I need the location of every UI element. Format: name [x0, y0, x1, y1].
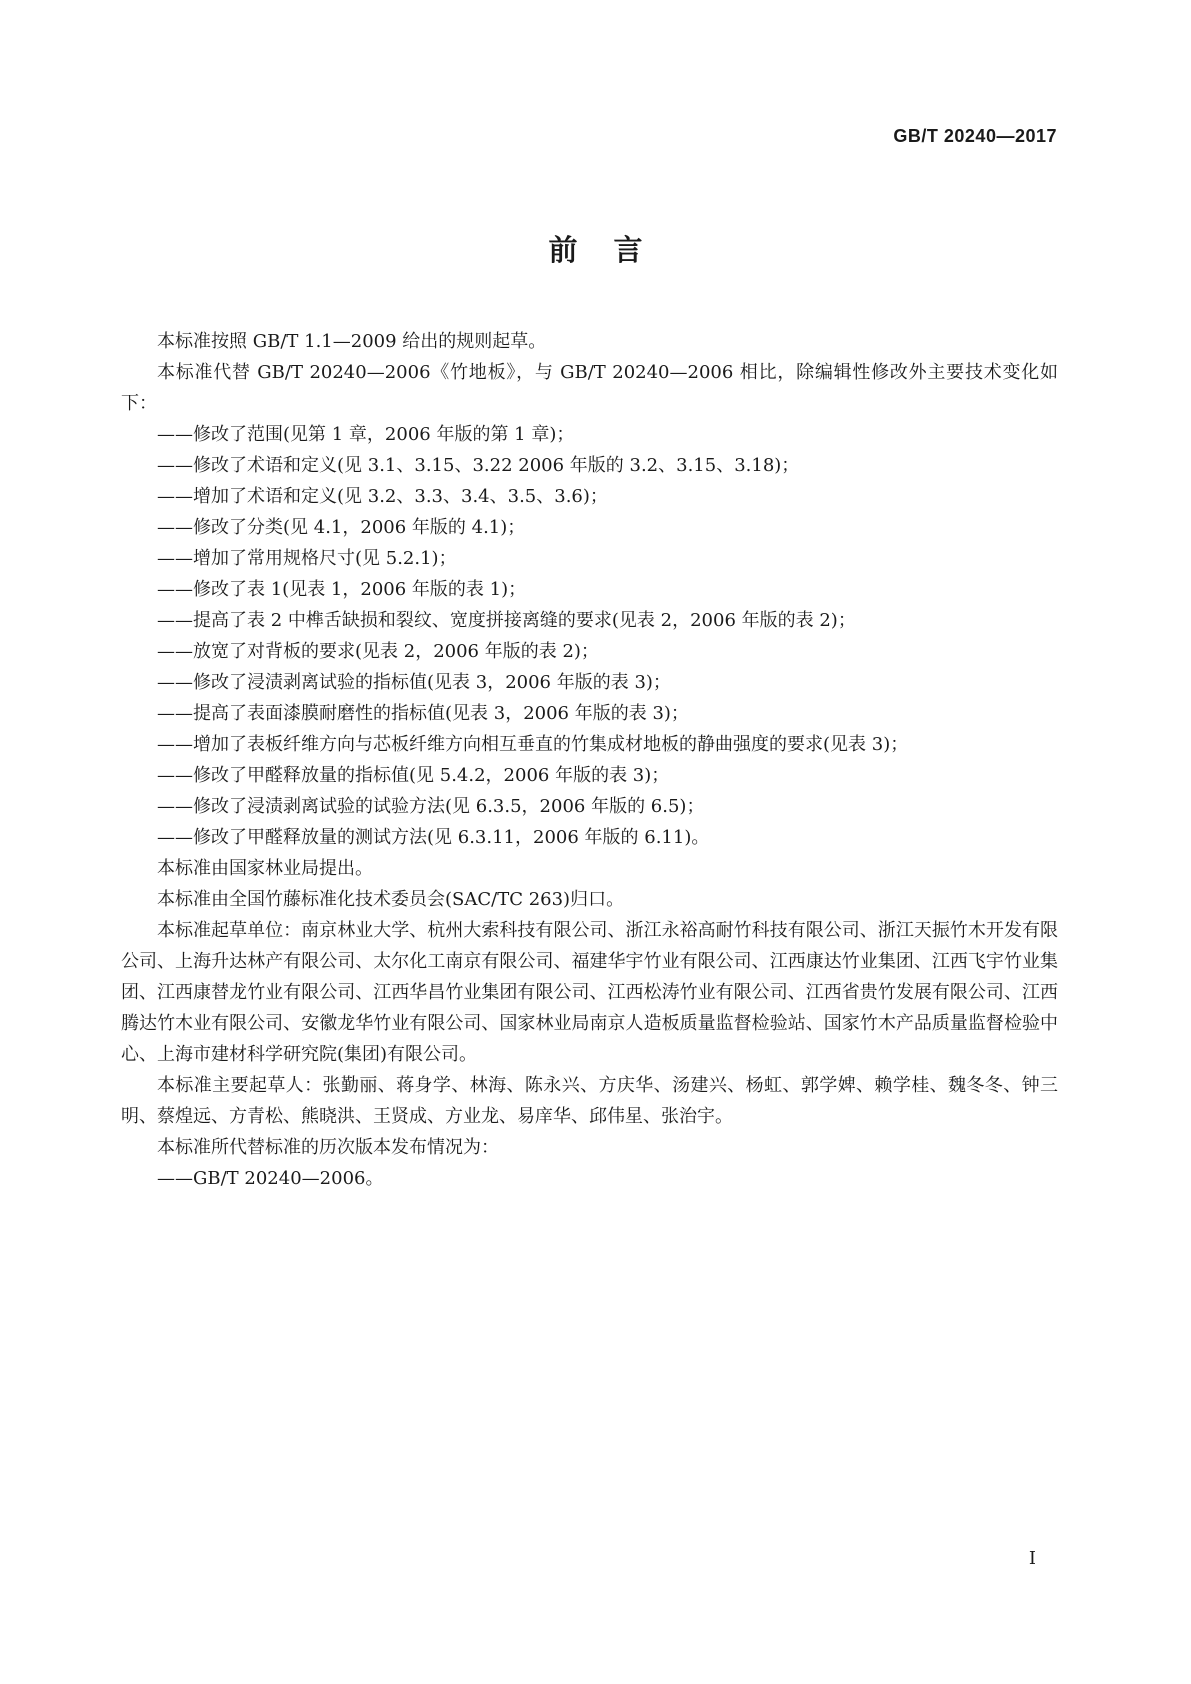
- change-item: ——修改了表 1(见表 1，2006 年版的表 1)；: [157, 579, 527, 600]
- change-item: ——提高了表 2 中榫舌缺损和裂纹、宽度拼接离缝的要求(见表 2，2006 年版的表 2)；: [157, 610, 856, 631]
- page-title: 前言: [548, 233, 679, 267]
- paragraph-drafting-rules: 本标准按照 GB/T 1.1—2009 给出的规则起草。: [157, 331, 547, 352]
- change-item: ——修改了甲醛释放量的测试方法(见 6.3.11，2006 年版的 6.11)。: [157, 827, 710, 848]
- change-item: ——修改了浸渍剥离试验的指标值(见表 3，2006 年版的表 3)；: [157, 672, 671, 693]
- paragraph-history: 本标准所代替标准的历次版本发布情况为：: [157, 1137, 499, 1158]
- paragraph-committee: 本标准由全国竹藤标准化技术委员会(SAC/TC 263)归口。: [157, 889, 625, 910]
- paragraph-drafting-units: 本标准起草单位：南京林业大学、杭州大索科技有限公司、浙江永裕高耐竹科技有限公司、浙江天振竹木开发有限公司、上海升达林产有限公司、太尔化工南京有限公司、福建华宇竹业有限公司、江西康达竹业集团、江西飞宇竹业集团、江西康替龙竹业有限公司、江西华昌竹业集团有限公司、江西松涛竹业有限公司、江西省贵竹发展有限公司、江西腾达竹木业有限公司、安徽龙华竹业有限公司、国家林业局南京人造板质量监督检验站、国家竹木产品质量监督检验中心、上海市建材科学研究院(集团)有限公司。: [121, 920, 1058, 1065]
- change-item: ——修改了分类(见 4.1，2006 年版的 4.1)；: [157, 517, 526, 538]
- change-item: ——修改了甲醛释放量的指标值(见 5.4.2，2006 年版的表 3)；: [157, 765, 670, 786]
- standard-code: GB/T 20240—2017: [893, 126, 1057, 146]
- change-item: ——修改了术语和定义(见 3.1、3.15、3.22 2006 年版的 3.2、3.15、3.18)；: [157, 455, 800, 476]
- paragraph-drafters: 本标准主要起草人：张勤丽、蒋身学、林海、陈永兴、方庆华、汤建兴、杨虹、郭学婢、赖学桂、魏冬冬、钟三明、蔡煌远、方青松、熊晓洪、王贤成、方业龙、易庠华、邱伟星、张治宇。: [121, 1075, 1058, 1127]
- page-number: I: [1028, 1548, 1036, 1569]
- history-item: ——GB/T 20240—2006。: [157, 1168, 384, 1189]
- change-item: ——提高了表面漆膜耐磨性的指标值(见表 3，2006 年版的表 3)；: [157, 703, 689, 724]
- change-item: ——增加了常用规格尺寸(见 5.2.1)；: [157, 548, 457, 569]
- change-item: ——增加了表板纤维方向与芯板纤维方向相互垂直的竹集成材地板的静曲强度的要求(见表 3)；: [157, 734, 909, 755]
- change-item: ——增加了术语和定义(见 3.2、3.3、3.4、3.5、3.6)；: [157, 486, 608, 507]
- change-item: ——放宽了对背板的要求(见表 2，2006 年版的表 2)；: [157, 641, 599, 662]
- paragraph-proposer: 本标准由国家林业局提出。: [157, 858, 373, 879]
- paragraph-replacement: 本标准代替 GB/T 20240—2006《竹地板》，与 GB/T 20240—2006 相比，除编辑性修改外主要技术变化如下：: [121, 362, 1058, 414]
- change-item: ——修改了浸渍剥离试验的试验方法(见 6.3.5，2006 年版的 6.5)；: [157, 796, 705, 817]
- change-item: ——修改了范围(见第 1 章，2006 年版的第 1 章)；: [157, 424, 575, 445]
- document-body: [121, 326, 1058, 1194]
